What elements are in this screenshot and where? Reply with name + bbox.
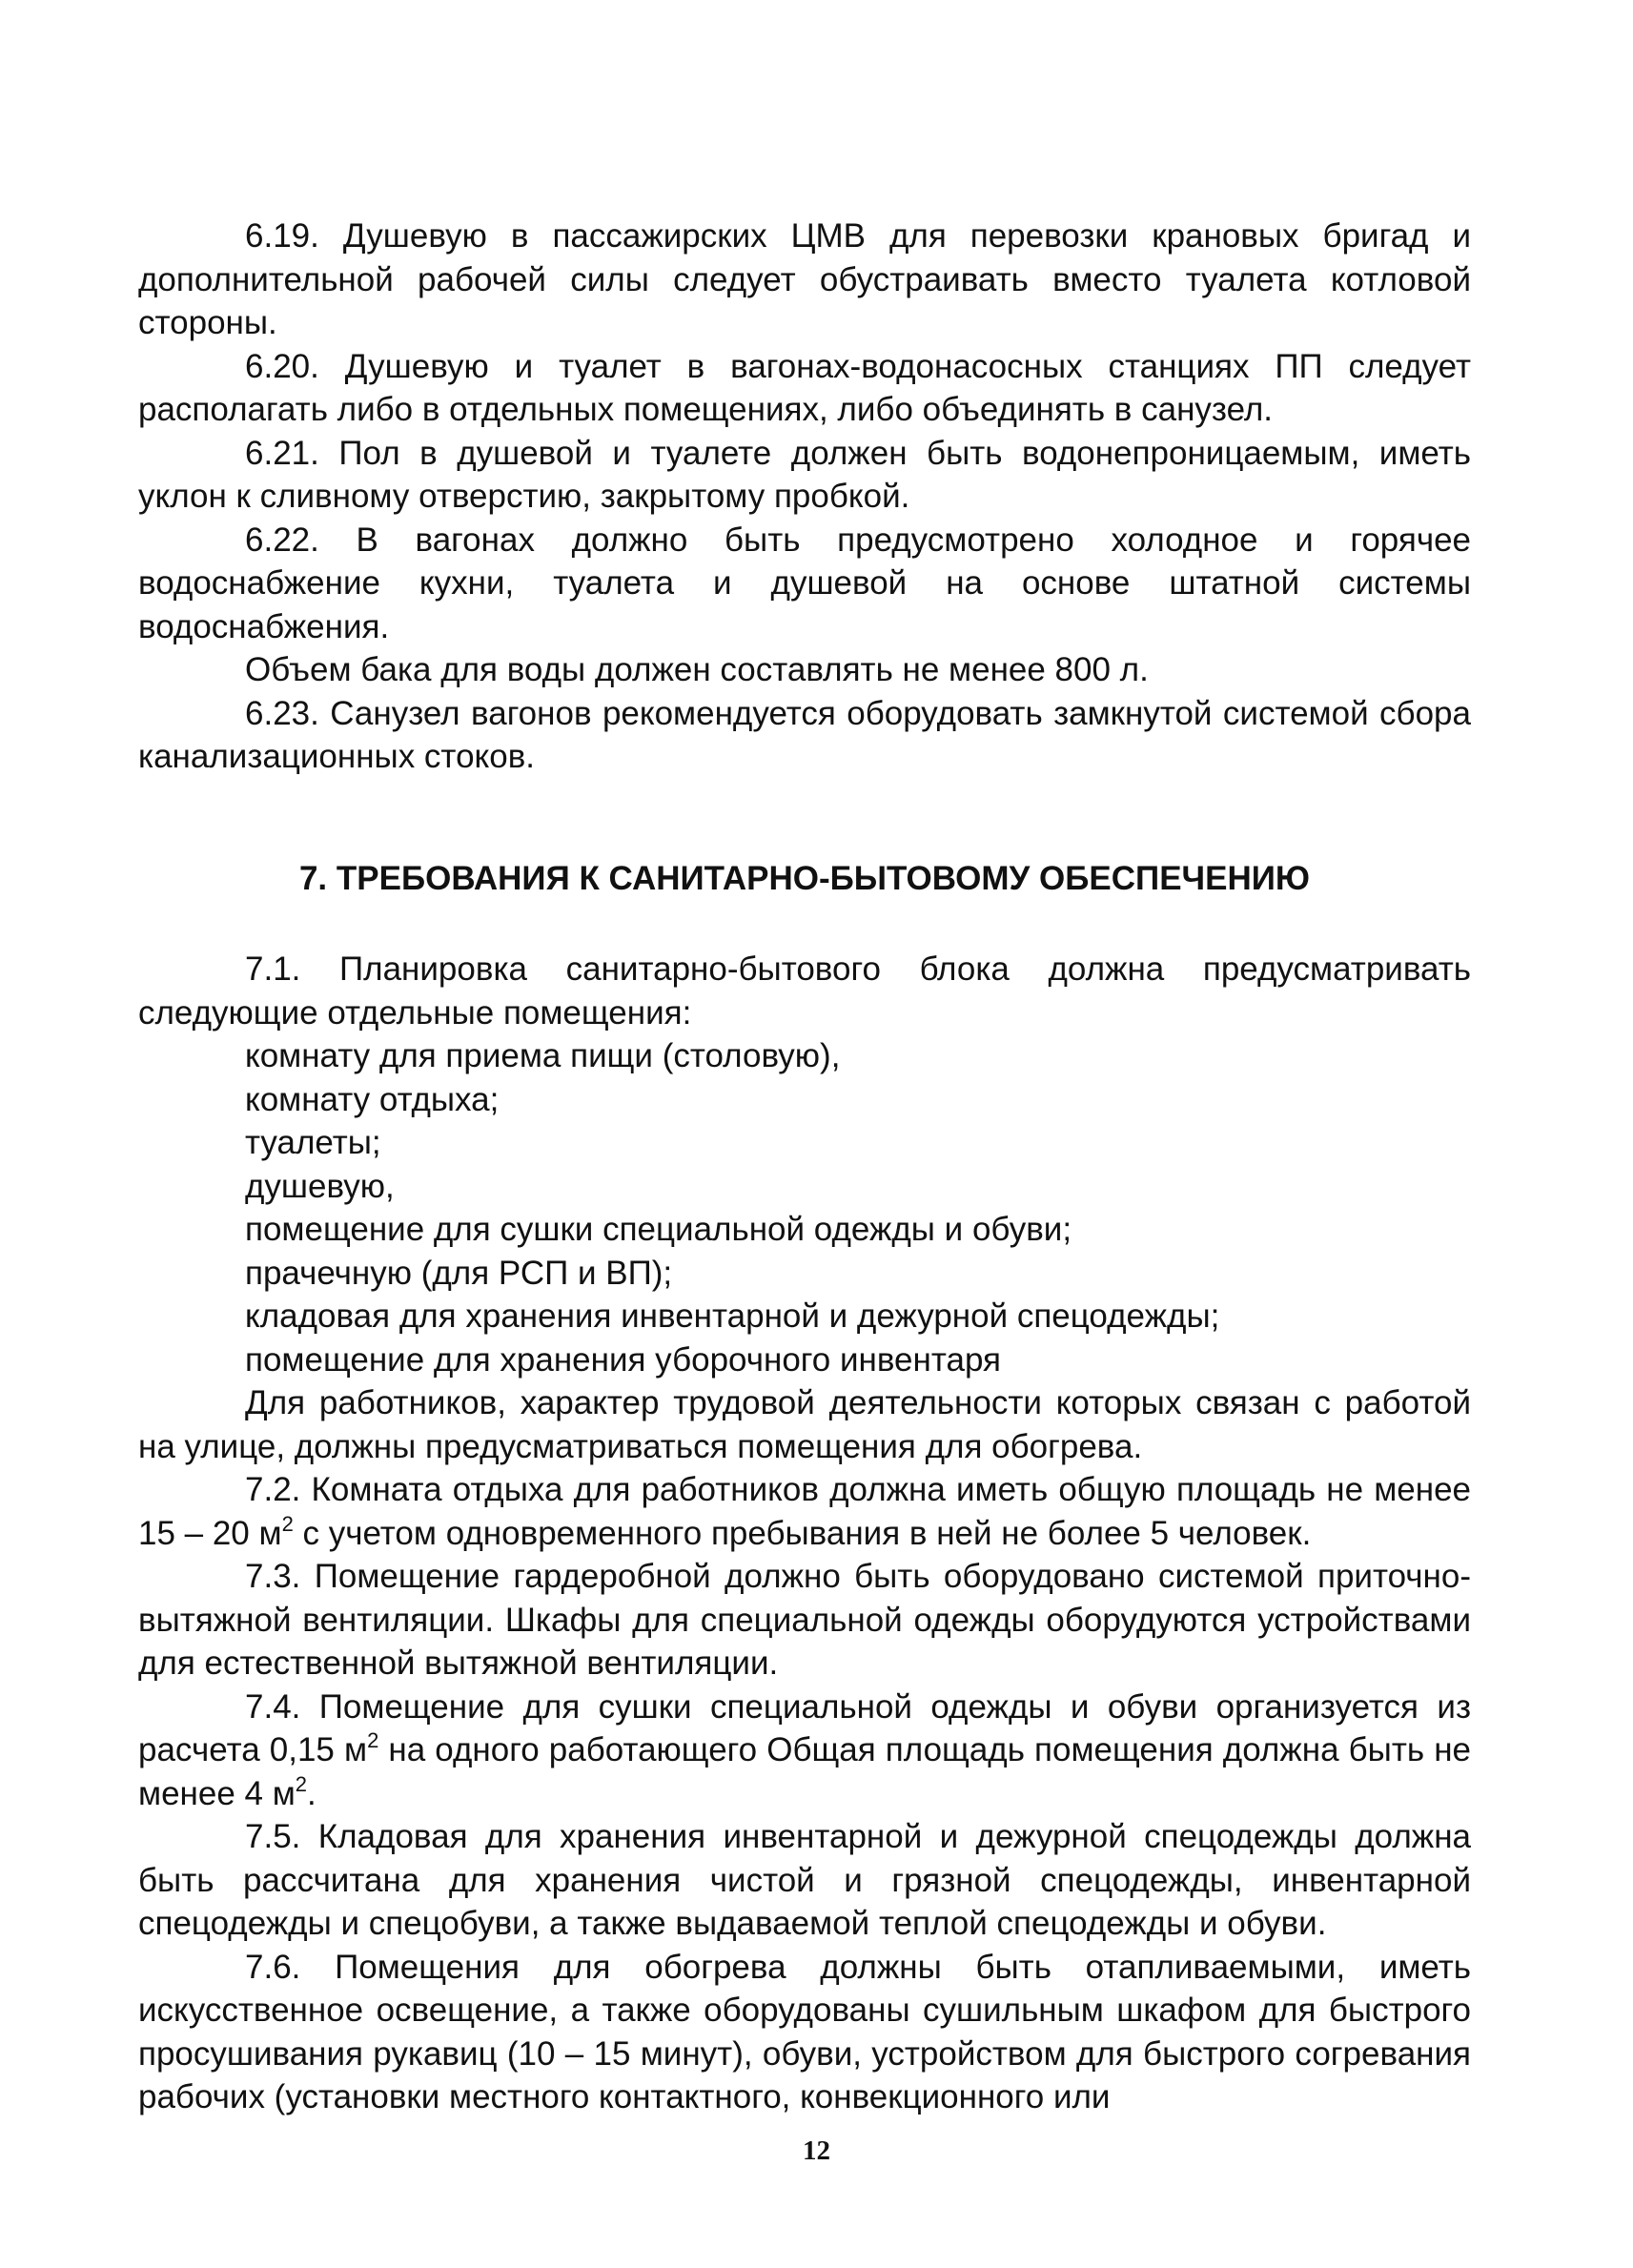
- p74-text-1: 7.4. Помещение для сушки специальной одежды и обуви организуется из расчета 0,15 м: [138, 1687, 1471, 1768]
- list-item: комнату для приема пищи (столовую),: [245, 1037, 841, 1074]
- list-item: комнату отдыха;: [245, 1080, 500, 1118]
- p72-text-2: с учетом одновременного пребывания в ней не более 5 человек.: [293, 1514, 1312, 1552]
- list-item: туалеты;: [245, 1124, 381, 1161]
- paragraph-7-4: [138, 1686, 1471, 1816]
- list-item: прачечную (для РСП и ВП);: [245, 1254, 673, 1292]
- p74-text-3: .: [307, 1774, 316, 1812]
- paragraph-7-3: 7.3. Помещение гардеробной должно быть оборудовано системой приточно-вытяжной вентиляции. Шкафы для специальной одежды оборудуются устройствами для естественной вытяжной вентиляции.: [138, 1558, 1471, 1682]
- paragraph-7-1-outro: Для работников, характер трудовой деятельности которых связан с работой на улице, должны предусматриваться помещения для обогрева.: [138, 1384, 1471, 1465]
- list-item: помещение для хранения уборочного инвентаря: [245, 1340, 1001, 1379]
- paragraph-6-23: 6.23. Санузел вагонов рекомендуется оборудовать замкнутой системой сбора канализационных стоков.: [138, 694, 1471, 775]
- rooms-list: [138, 1034, 1471, 1381]
- list-item: душевую,: [245, 1167, 395, 1205]
- paragraph-6-22: 6.22. В вагонах должно быть предусмотрено холодное и горячее водоснабжение кухни, туалета и душевой на основе штатной системы водоснабжения.: [138, 521, 1471, 645]
- paragraph-7-5: 7.5. Кладовая для хранения инвентарной и дежурной спецодежды должна быть рассчитана для хранения чистой и грязной спецодежды, инвентарной спецодежды и спецобуви, а также выдаваемой теплой спецодежды и обуви.: [138, 1818, 1471, 1942]
- paragraph-7-2: [138, 1468, 1471, 1555]
- paragraph-7-1-intro: 7.1. Планировка санитарно-бытового блока должна предусматривать следующие отдельные помещения:: [138, 950, 1471, 1032]
- p72-superscript: 2: [281, 1511, 294, 1536]
- paragraph-6-21: 6.21. Пол в душевой и туалете должен быть водонепроницаемым, иметь уклон к сливному отверстию, закрытому пробкой.: [138, 434, 1471, 515]
- list-item: помещение для сушки специальной одежды и обуви;: [245, 1211, 1072, 1248]
- section-heading: 7. ТРЕБОВАНИЯ К САНИТАРНО-БЫТОВОМУ ОБЕСПЕЧЕНИЮ: [298, 859, 1311, 897]
- paragraph-7-6: 7.6. Помещения для обогрева должны быть отапливаемыми, иметь искусственное освещение, а также оборудованы сушильным шкафом для быстрого просушивания рукавиц (10 – 15 минут), обуви, устройством для быстрого согревания рабочих (установки местного контактного, конвекционного или: [138, 1948, 1471, 2115]
- paragraph-6-19: 6.19. Душевую в пассажирских ЦМВ для перевозки крановых бригад и дополнительной рабочей силы следует обустраивать вместо туалета котловой стороны.: [138, 217, 1471, 341]
- paragraph-6-20: 6.20. Душевую и туалет в вагонах-водонасосных станциях ПП следует располагать либо в отдельных помещениях, либо объединять в санузел.: [138, 347, 1471, 428]
- p74-text-2: на одного работающего Общая площадь помещения должна быть не менее 4 м: [138, 1731, 1471, 1812]
- p74-superscript-2: 2: [295, 1771, 308, 1796]
- p74-superscript-1: 2: [367, 1728, 379, 1752]
- page-body: [138, 215, 1471, 2119]
- list-item: кладовая для хранения инвентарной и дежурной спецодежды;: [245, 1297, 1220, 1335]
- paragraph-tank-volume: Объем бака для воды должен составлять не менее 800 л.: [245, 651, 1149, 688]
- page-number: 12: [803, 2135, 830, 2166]
- p72-text-1: 7.2. Комната отдыха для работников должна иметь общую площадь не менее 15 – 20 м: [138, 1471, 1471, 1552]
